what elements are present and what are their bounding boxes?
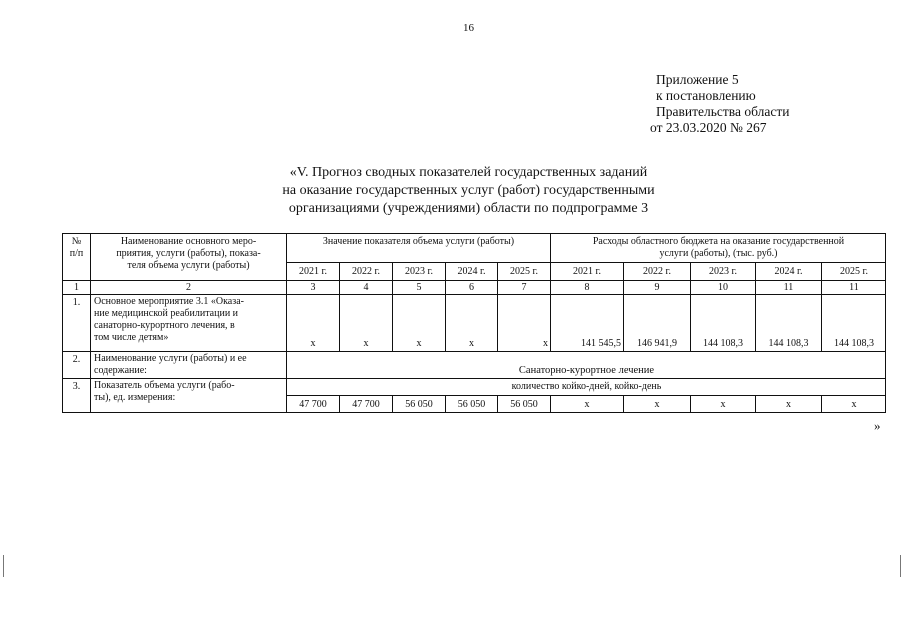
row-name-line: том числе детям» <box>94 332 169 343</box>
row-name-line: Показатель объема услуги (рабо- <box>94 380 235 391</box>
year-cell: 2024 г. <box>755 262 821 280</box>
closing-quote: » <box>874 418 881 433</box>
header-volume: Значение показателя объема услуги (работы) <box>286 233 550 262</box>
header-text: теля объема услуги (работы) <box>127 260 250 271</box>
year-cell: 2022 г. <box>623 262 690 280</box>
value-cell: x <box>755 395 821 413</box>
value-cell: x <box>623 395 690 413</box>
value-cell: 56 050 <box>497 395 550 413</box>
header-text: п/п <box>69 248 84 259</box>
value-cell: 56 050 <box>392 395 445 413</box>
row-number: 3. <box>62 378 90 413</box>
scan-artifact <box>900 555 901 577</box>
column-number: 10 <box>690 280 755 294</box>
value-cell: 56 050 <box>445 395 497 413</box>
row-name-line: Наименование услуги (работы) и ее <box>94 353 247 364</box>
row-name-line: Основное мероприятие 3.1 «Оказа- <box>94 296 244 307</box>
title-line: «V. Прогноз сводных показателей государственных заданий <box>289 165 648 180</box>
year-cell: 2024 г. <box>445 262 497 280</box>
header-no <box>62 233 90 280</box>
value-cell: x <box>392 294 445 351</box>
column-number: 11 <box>755 280 821 294</box>
row-name-line: содержание: <box>94 365 147 376</box>
title-line: на оказание государственных услуг (работ) государственными <box>282 183 655 198</box>
value-cell: 47 700 <box>286 395 339 413</box>
value-cell: x <box>286 294 339 351</box>
header-text: Наименование основного меро- <box>120 236 257 247</box>
value-cell: x <box>690 395 755 413</box>
header-text: услуги (работы), (тыс. руб.) <box>659 248 778 259</box>
row-name <box>90 351 286 378</box>
column-number: 3 <box>286 280 339 294</box>
year-cell: 2022 г. <box>339 262 392 280</box>
header-text: Расходы областного бюджета на оказание государственной <box>592 236 845 247</box>
column-number: 7 <box>497 280 550 294</box>
value-cell: 47 700 <box>339 395 392 413</box>
header-name <box>90 233 286 280</box>
value-cell: x <box>550 395 623 413</box>
appendix-line: Правительства области <box>656 104 790 119</box>
row-name-line: санаторно-курортного лечения, в <box>94 320 235 331</box>
year-cell: 2021 г. <box>286 262 339 280</box>
header-expense <box>550 233 886 262</box>
appendix-line: от 23.03.2020 № 267 <box>650 120 767 135</box>
table-border-right <box>885 233 886 413</box>
document-title <box>0 164 905 218</box>
header-text: приятия, услуги (работы), показа- <box>116 248 261 259</box>
row-name <box>90 378 286 413</box>
value-cell: x <box>821 395 886 413</box>
table-border-bottom <box>62 412 886 413</box>
value-cell: 146 941,9 <box>623 294 690 351</box>
row-name-line: ты), ед. измерения: <box>94 392 176 403</box>
header-text: № <box>71 236 82 247</box>
year-cell: 2025 г. <box>821 262 886 280</box>
column-number: 6 <box>445 280 497 294</box>
row-name-line: ние медицинской реабилитации и <box>94 308 239 319</box>
value-cell: 144 108,3 <box>755 294 821 351</box>
year-cell: 2025 г. <box>497 262 550 280</box>
value-cell: 144 108,3 <box>821 294 886 351</box>
column-number: 5 <box>392 280 445 294</box>
column-number: 8 <box>550 280 623 294</box>
scan-artifact <box>3 555 4 577</box>
column-number: 2 <box>90 280 286 294</box>
service-content: Санаторно-курортное лечение <box>286 351 886 378</box>
appendix-line: Приложение 5 <box>656 72 739 87</box>
page-number: 16 <box>463 22 474 34</box>
unit-of-measure: количество койко-дней, койко-день <box>286 378 886 395</box>
year-cell: 2023 г. <box>690 262 755 280</box>
year-cell: 2023 г. <box>392 262 445 280</box>
title-line: организациями (учреждениями) области по подпрограмме 3 <box>288 201 649 216</box>
value-cell: x <box>445 294 497 351</box>
column-number: 9 <box>623 280 690 294</box>
year-cell: 2021 г. <box>550 262 623 280</box>
value-cell: x <box>497 294 550 351</box>
row-number: 2. <box>62 351 90 378</box>
forecast-table <box>62 233 886 413</box>
column-number: 4 <box>339 280 392 294</box>
row-name <box>90 294 286 351</box>
column-number: 11 <box>821 280 886 294</box>
appendix-header <box>650 72 790 136</box>
value-cell: x <box>339 294 392 351</box>
value-cell: 144 108,3 <box>690 294 755 351</box>
column-number: 1 <box>62 280 90 294</box>
row-number: 1. <box>62 294 90 351</box>
appendix-line: к постановлению <box>656 88 756 103</box>
value-cell: 141 545,5 <box>550 294 623 351</box>
